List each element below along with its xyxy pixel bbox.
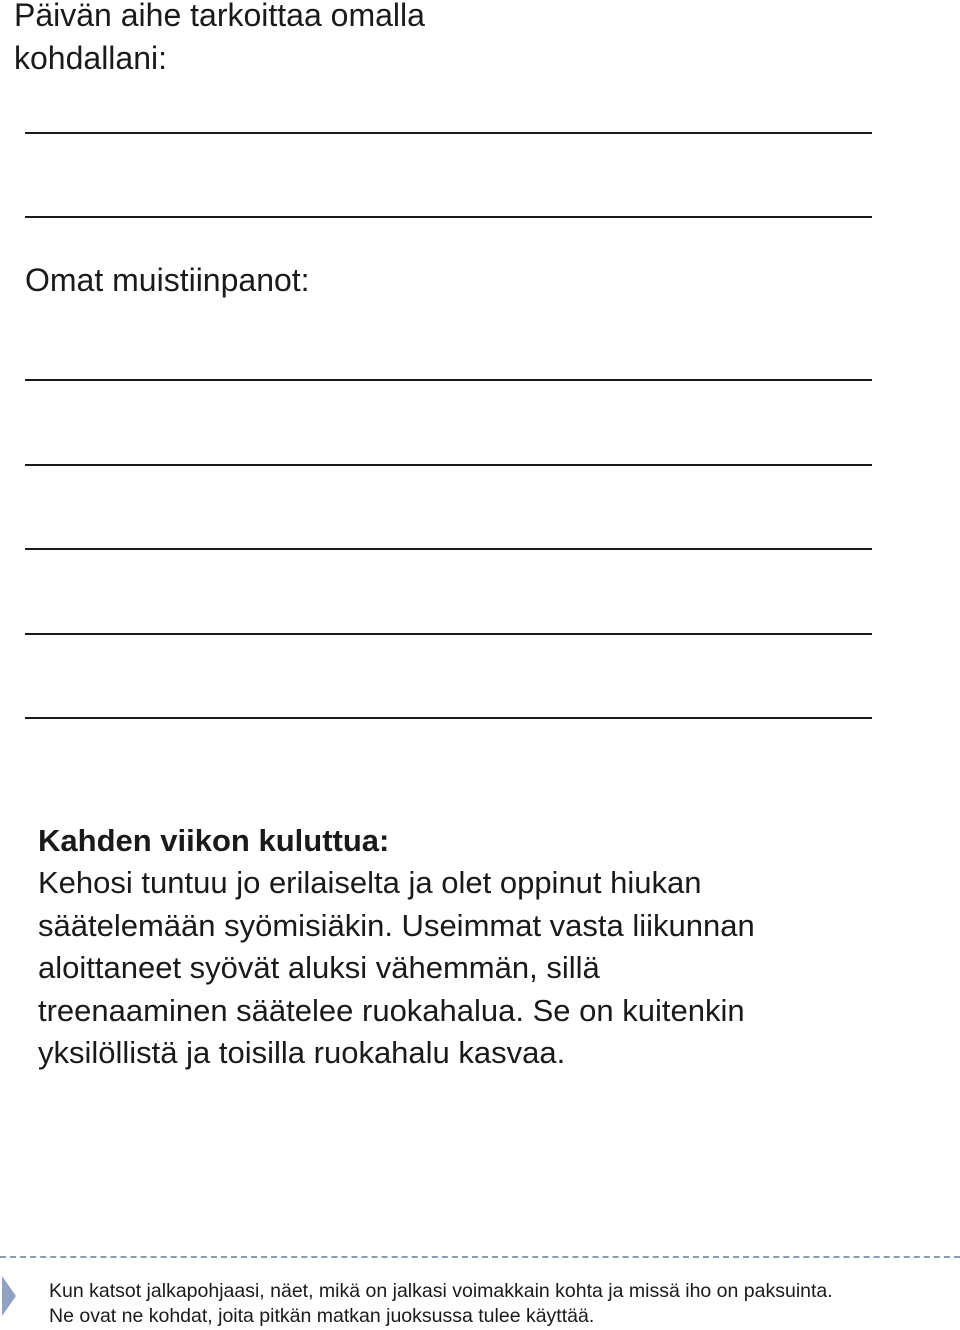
prompt-title: Päivän aihe tarkoittaa omalla kohdallani: <box>14 0 425 76</box>
tip-block <box>38 820 758 1075</box>
tip-body: Kehosi tuntuu jo erilaiselta ja olet oppinut hiukan säätelemään syömisiäkin. Useimmat vasta liikunnan aloittaneet syövät aluksi vähemmän, sillä treenaaminen säätelee ruokahalua. Se on kuitenkin yksilöllistä ja toisilla ruokahalu kasvaa. <box>38 865 755 1070</box>
footer-divider <box>0 1256 960 1258</box>
triangle-bullet-icon <box>2 1276 16 1316</box>
notes-writing-line[interactable] <box>25 717 872 719</box>
notes-heading: Omat muistiinpanot: <box>25 262 310 298</box>
prompt-writing-line[interactable] <box>25 132 872 134</box>
notes-writing-line[interactable] <box>25 379 872 381</box>
notes-writing-line[interactable] <box>25 548 872 550</box>
notes-writing-line[interactable] <box>25 464 872 466</box>
tip-heading: Kahden viikon kuluttua: <box>38 823 390 858</box>
notes-writing-line[interactable] <box>25 633 872 635</box>
footer-note: Kun katsot jalkapohjaasi, näet, mikä on jalkasi voimakkain kohta ja missä iho on paksuinta. Ne ovat ne kohdat, joita pitkän matkan juoksussa tulee käyttää. <box>49 1280 833 1327</box>
prompt-writing-line[interactable] <box>25 216 872 218</box>
